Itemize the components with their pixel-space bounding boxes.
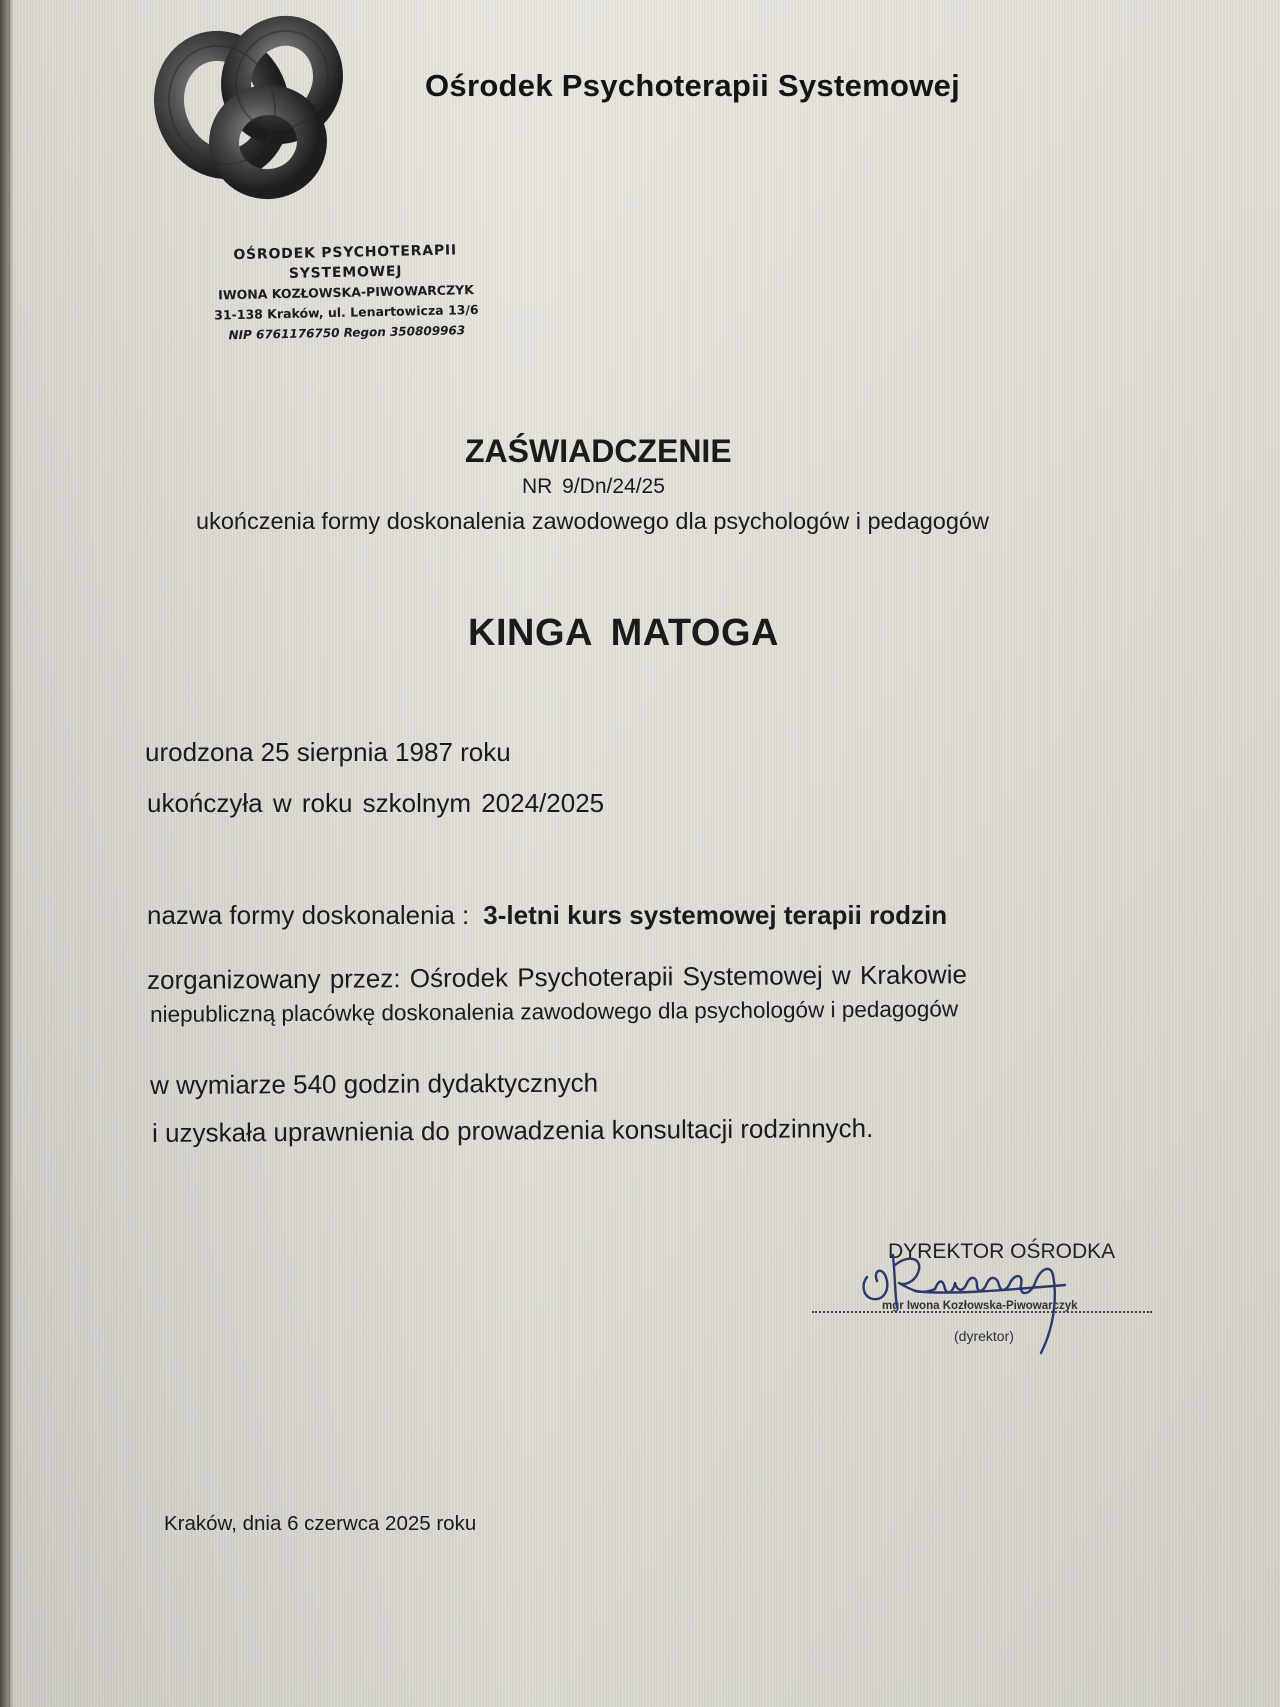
qualifications-line: i uzyskała uprawnienia do prowadzenia konsultacji rodzinnych. [152, 1112, 874, 1148]
person-name: KINGA MATOGA [468, 612, 779, 654]
stamp-line-5: NIP 6761176750 Regon 350809963 [228, 323, 466, 343]
signatory-role: (dyrektor) [954, 1328, 1014, 1344]
certificate-number: NR 9/Dn/24/25 [522, 475, 665, 498]
organization-title: Ośrodek Psychoterapii Systemowej [425, 68, 961, 103]
training-form-label: nazwa formy doskonalenia : [147, 900, 470, 930]
completion-year-line: ukończyła w roku szkolnym 2024/2025 [147, 788, 605, 818]
stamp-line-1: OŚRODEK PSYCHOTERAPII [233, 242, 458, 264]
stamp-line-4: 31-138 Kraków, ul. Lenartowicza 13/6 [214, 301, 479, 323]
training-form-value: 3-letni kurs systemowej terapii rodzin [483, 900, 948, 930]
organizer-description: niepubliczną placówkę doskonalenia zawodowego dla psychologów i pedagogów [150, 996, 959, 1027]
interlocking-rings-logo [150, 10, 350, 200]
certificate-subtitle: ukończenia formy doskonalenia zawodowego dla psychologów i pedagogów [196, 508, 989, 534]
organizer-line: zorganizowany przez: Ośrodek Psychoterapii Systemowej w Krakowie [147, 959, 967, 995]
organization-stamp [190, 240, 502, 346]
signature-title: DYREKTOR OŚRODKA [888, 1240, 1116, 1263]
place-and-date: Kraków, dnia 6 czerwca 2025 roku [164, 1512, 477, 1535]
birth-date-line: urodzona 25 sierpnia 1987 roku [145, 737, 511, 767]
paper-edge-shadow [0, 0, 14, 1707]
stamp-line-3: IWONA KOZŁOWSKA-PIWOWARCZYK [218, 282, 474, 303]
training-form-line [147, 900, 947, 931]
hours-line: w wymiarze 540 godzin dydaktycznych [150, 1067, 599, 1100]
signatory-name: mgr Iwona Kozłowska-Piwowarczyk [882, 1300, 1078, 1312]
certificate-title: ZAŚWIADCZENIE [465, 433, 732, 469]
handwritten-signature [855, 1245, 1115, 1365]
stamp-line-2: SYSTEMOWEJ [288, 263, 403, 282]
